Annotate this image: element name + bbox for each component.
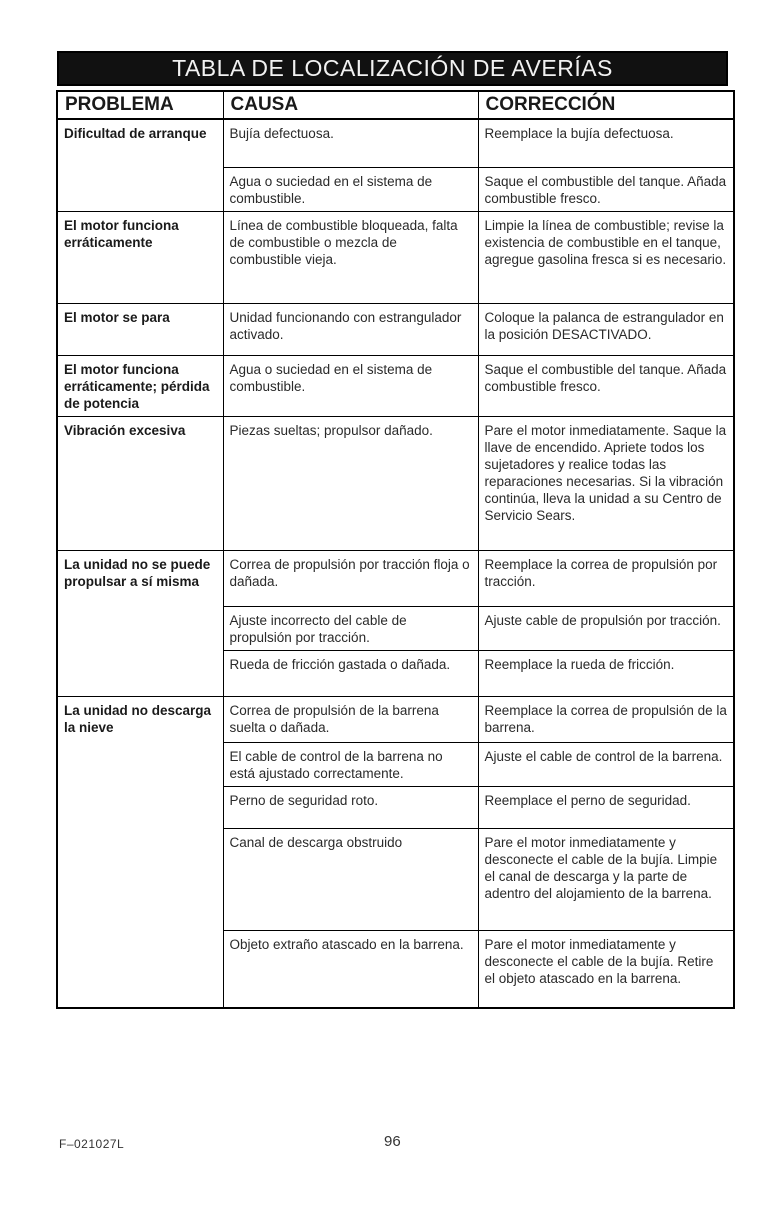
cause-cell: Ajuste incorrecto del cable de propulsión por tracción. — [223, 606, 478, 650]
table-row — [57, 211, 734, 303]
cause-cell: El cable de control de la barrena no está ajustado correctamente. — [223, 742, 478, 786]
correction-cell: Reemplace el perno de seguridad. — [478, 786, 734, 828]
table-row — [57, 696, 734, 742]
problem-cell: El motor funciona erráticamente; pérdida de potencia — [57, 355, 223, 416]
correction-cell: Reemplace la bujía defectuosa. — [478, 119, 734, 167]
correction-cell: Reemplace la rueda de fricción. — [478, 650, 734, 696]
table-row — [57, 550, 734, 606]
cause-cell: Piezas sueltas; propulsor dañado. — [223, 416, 478, 550]
correction-cell: Pare el motor inmediatamente y desconecte el cable de la bujía. Limpie el canal de descarga y la parte de adentro del alojamiento de la barrena. — [478, 828, 734, 930]
table-header-row — [57, 91, 734, 119]
correction-cell: Limpie la línea de combustible; revise la existencia de combustible en el tanque, agregue gasolina fresca si es necesario. — [478, 211, 734, 303]
page-number: 96 — [384, 1133, 401, 1150]
troubleshooting-table-wrapper — [56, 90, 733, 1009]
correction-cell: Reemplace la correa de propulsión de la barrena. — [478, 696, 734, 742]
correction-cell: Saque el combustible del tanque. Añada combustible fresco. — [478, 355, 734, 416]
troubleshooting-table — [56, 90, 735, 1009]
cause-cell: Perno de seguridad roto. — [223, 786, 478, 828]
header-problem: PROBLEMA — [57, 91, 223, 119]
footer-code: F–021027L — [59, 1137, 125, 1151]
table-row — [57, 303, 734, 355]
cause-cell: Objeto extraño atascado en la barrena. — [223, 930, 478, 1008]
correction-cell: Pare el motor inmediatamente y desconecte el cable de la bujía. Retire el objeto atascado en la barrena. — [478, 930, 734, 1008]
cause-cell: Rueda de fricción gastada o dañada. — [223, 650, 478, 696]
problem-cell: Vibración excesiva — [57, 416, 223, 550]
cause-cell: Agua o suciedad en el sistema de combustible. — [223, 167, 478, 211]
problem-cell: Dificultad de arranque — [57, 119, 223, 211]
correction-cell: Coloque la palanca de estrangulador en la posición DESACTIVADO. — [478, 303, 734, 355]
cause-cell: Correa de propulsión de la barrena suelta o dañada. — [223, 696, 478, 742]
problem-cell: La unidad no descarga la nieve — [57, 696, 223, 1008]
table-body — [57, 119, 734, 1008]
correction-cell: Saque el combustible del tanque. Añada combustible fresco. — [478, 167, 734, 211]
page-title: TABLA DE LOCALIZACIÓN DE AVERÍAS — [172, 55, 613, 81]
page-title-bar — [57, 51, 728, 86]
cause-cell: Bujía defectuosa. — [223, 119, 478, 167]
correction-cell: Ajuste cable de propulsión por tracción. — [478, 606, 734, 650]
cause-cell: Agua o suciedad en el sistema de combustible. — [223, 355, 478, 416]
problem-cell: El motor se para — [57, 303, 223, 355]
table-row — [57, 416, 734, 550]
problem-cell: El motor funciona erráticamente — [57, 211, 223, 303]
header-cause: CAUSA — [223, 91, 478, 119]
correction-cell: Ajuste el cable de control de la barrena. — [478, 742, 734, 786]
cause-cell: Línea de combustible bloqueada, falta de combustible o mezcla de combustible vieja. — [223, 211, 478, 303]
cause-cell: Correa de propulsión por tracción floja o dañada. — [223, 550, 478, 606]
cause-cell: Canal de descarga obstruido — [223, 828, 478, 930]
table-row — [57, 355, 734, 416]
cause-cell: Unidad funcionando con estrangulador activado. — [223, 303, 478, 355]
table-row — [57, 119, 734, 167]
correction-cell: Pare el motor inmediatamente. Saque la llave de encendido. Apriete todos los sujetadores y realice todas las reparaciones necesarias. Si la vibración continúa, lleva la unidad a su Centro de Servicio Sears. — [478, 416, 734, 550]
header-correction: CORRECCIÓN — [478, 91, 734, 119]
correction-cell: Reemplace la correa de propulsión por tracción. — [478, 550, 734, 606]
problem-cell: La unidad no se puede propulsar a sí misma — [57, 550, 223, 696]
